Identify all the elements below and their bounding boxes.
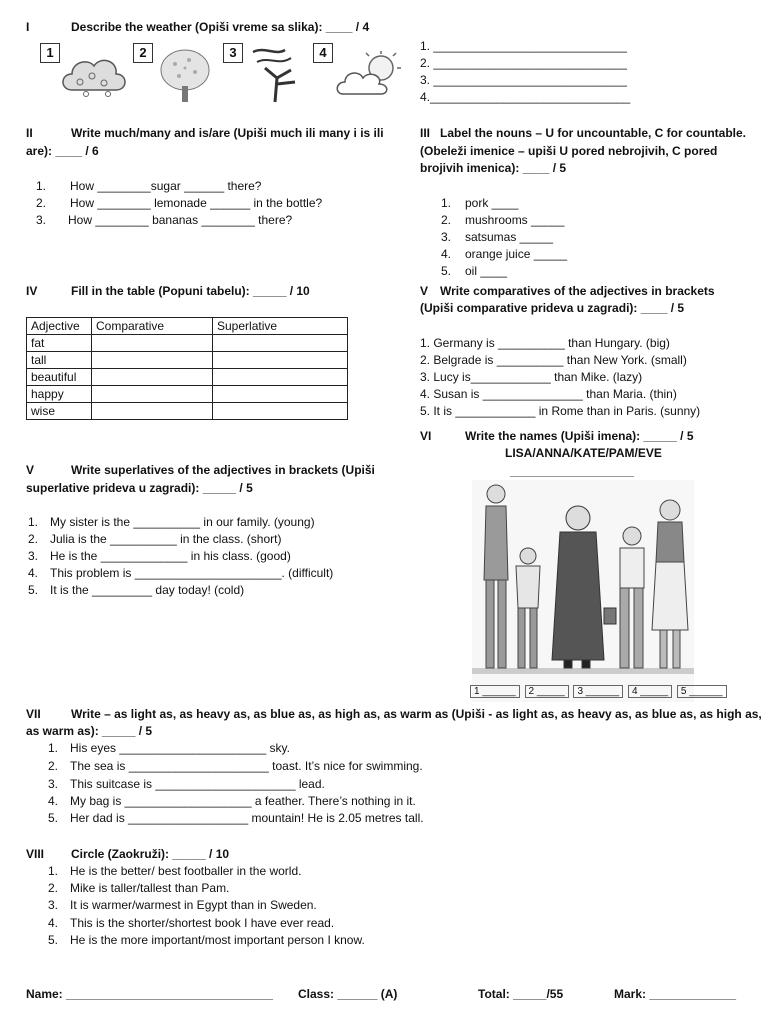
picture-label-4[interactable]: 4 _____ [628,685,672,698]
section-3-number: III [420,126,431,140]
list-item: 3. This suitcase is _____________________ lead. [48,777,325,791]
list-item: 3. How ________ bananas ________ there? [36,213,293,227]
weather-box-3: 3 [223,43,243,63]
list-item: 4. Susan is _______________ than Maria. (thin) [420,387,677,401]
table-row: tall [27,352,348,369]
adjective-table [26,317,348,420]
picture-label-1[interactable]: 1 ______ [470,685,520,698]
section-5b-number: V [26,463,35,477]
picture-label-5[interactable]: 5 ______ [677,685,727,698]
weather-answer-4[interactable]: 4.______________________________ [420,90,631,104]
section-8-title: Circle (Zaokruži): _____ / 10 [71,847,230,861]
section-5b-title: Write superlatives of the adjectives in brackets (Upiši [71,463,375,477]
table-header: Adjective [27,318,92,335]
section-3-title-cont2: brojivih imenica): ____ / 5 [420,161,567,175]
list-item: 5. It is ____________ in Rome than in Paris. (sunny) [420,404,701,418]
table-row: fat [27,335,348,352]
section-3-title: Label the nouns – U for uncountable, C for countable. [440,126,747,140]
family-picture [472,480,694,702]
weather-box-1: 1 [40,43,60,63]
picture-label-2[interactable]: 2 _____ [525,685,569,698]
list-item: 4. This problem is ______________________. (difficult) [28,566,334,580]
list-item: 5. It is the _________ day today! (cold) [28,583,245,597]
list-item: 3. He is the _____________ in his class. (good) [28,549,291,563]
section-1-title: Describe the weather (Opiši vreme sa slika): ____ / 4 [71,20,370,34]
weather-box-4: 4 [313,43,333,63]
section-5b-title-cont: superlative prideva u zagradi): _____ / 5 [26,481,253,495]
table-header: Comparative [92,318,213,335]
picture-label-3[interactable]: 3 ______ [573,685,623,698]
cloud-snow-icon [58,50,130,100]
list-item: 2. Julia is the __________ in the class. (short) [28,532,282,546]
list-item: 4. orange juice _____ [441,247,568,261]
section-7-title: Write – as light as, as heavy as, as blue as, as high as, as warm as (Upiši - as light as, as heavy as, as blue as, as high as, [71,707,762,721]
section-5a-number: V [420,284,429,298]
list-item: 3. It is warmer/warmest in Egypt than in Sweden. [48,898,317,912]
list-item: 4. My bag is ___________________ a feather. There’s nothing in it. [48,794,416,808]
table-header: Superlative [213,318,348,335]
list-item: 4. This is the shorter/shortest book I have ever read. [48,916,335,930]
section-5a-title: Write comparatives of the adjectives in brackets [440,284,715,298]
section-7-number: VII [26,707,41,721]
section-4-title: Fill in the table (Popuni tabelu): _____ / 10 [71,284,310,298]
divider [510,476,634,477]
list-item: 1. Germany is __________ than Hungary. (big) [420,336,670,350]
windy-tree-icon [245,42,311,104]
names-list: LISA/ANNA/KATE/PAM/EVE [505,446,662,460]
list-item: 5. Her dad is __________________ mountain! He is 2.05 metres tall. [48,811,424,825]
list-item: 2. mushrooms _____ [441,213,565,227]
list-item: 3. satsumas _____ [441,230,554,244]
weather-answer-1[interactable]: 1. _____________________________ [420,39,627,53]
section-4-number: IV [26,284,38,298]
weather-answer-2[interactable]: 2. _____________________________ [420,56,627,70]
list-item: 1. How ________sugar ______ there? [36,179,262,193]
section-1-number: I [26,20,30,34]
section-8-number: VIII [26,847,45,861]
list-item: 1. He is the better/ best footballer in the world. [48,864,302,878]
picture-labels [470,686,727,698]
list-item: 1. pork ____ [441,196,519,210]
list-item: 1. His eyes ______________________ sky. [48,741,290,755]
section-6-title: Write the names (Upiši imena): _____ / 5 [465,429,694,443]
section-6-number: VI [420,429,432,443]
section-3-title-cont: (Obeleži imenice – upiši U pored nebrojivih, C pored [420,144,718,158]
section-7-title-cont: as warm as): _____ / 5 [26,724,153,738]
sun-cloud-icon [335,50,411,102]
total-field[interactable]: Total: _____/55 [478,987,564,1001]
weather-answer-3[interactable]: 3. _____________________________ [420,73,627,87]
list-item: 2. Mike is taller/tallest than Pam. [48,881,230,895]
class-field[interactable]: Class: ______ (A) [298,987,398,1001]
weather-box-2: 2 [133,43,153,63]
list-item: 2. The sea is _____________________ toast. It’s nice for swimming. [48,759,423,773]
list-item: 5. oil ____ [441,264,508,278]
name-field[interactable]: Name: _______________________________ [26,987,273,1001]
section-2-title: Write much/many and is/are (Upiši much ili many i is ili [71,126,384,140]
section-2-title-cont: are): ____ / 6 [26,144,99,158]
list-item: 2. How ________ lemonade ______ in the bottle? [36,196,323,210]
list-item: 5. He is the more important/most important person I know. [48,933,365,947]
list-item: 2. Belgrade is __________ than New York. (small) [420,353,687,367]
mark-field[interactable]: Mark: _____________ [614,987,737,1001]
table-row: beautiful [27,369,348,386]
list-item: 1. My sister is the __________ in our family. (young) [28,515,315,529]
snowy-tree-icon [155,48,215,104]
table-row: wise [27,403,348,420]
table-row: happy [27,386,348,403]
list-item: 3. Lucy is____________ than Mike. (lazy) [420,370,643,384]
section-5a-title-cont: (Upiši comparative prideva u zagradi): ____ / 5 [420,301,685,315]
section-2-number: II [26,126,33,140]
